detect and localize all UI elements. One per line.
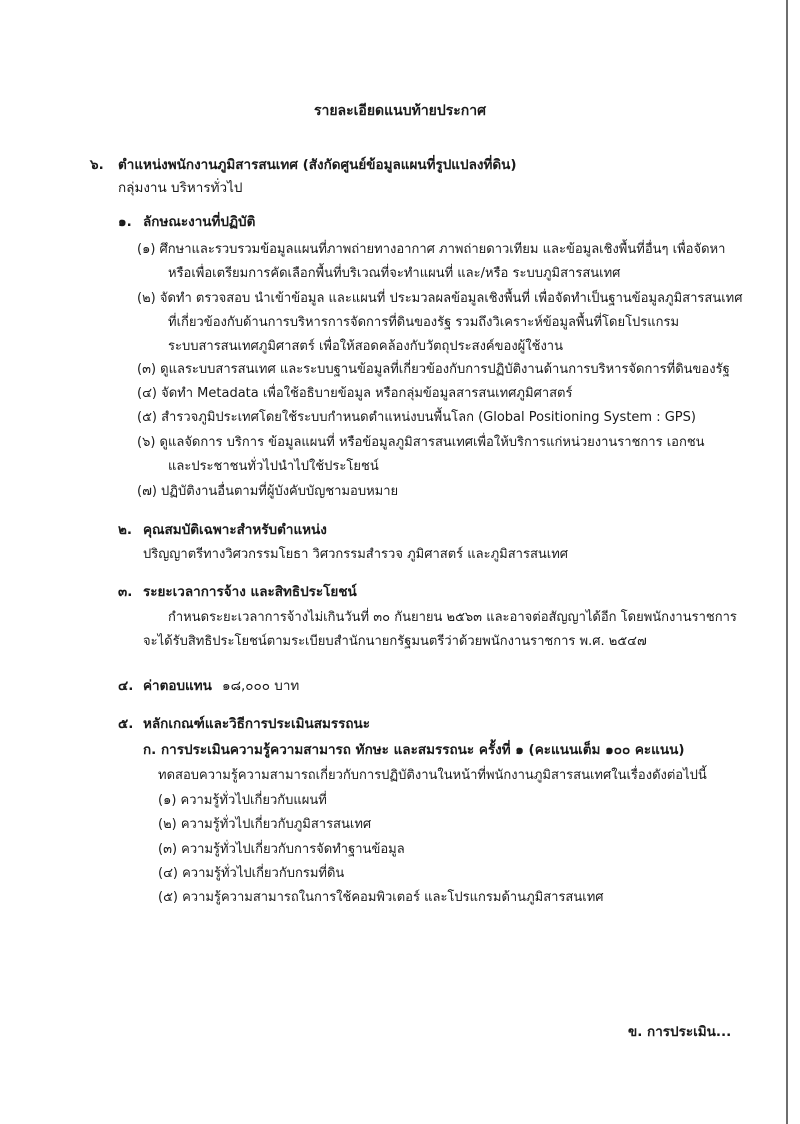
topic-1: (๑) ความรู้ทั่วไปเกี่ยวกับแผนที่	[158, 793, 327, 808]
section-1-number: ๑.	[118, 214, 132, 230]
duty-2-cont-2: ระบบสารสนเทศภูมิศาสตร์ เพื่อให้สอดคล้องกับวัตถุประสงค์ของผู้ใช้งาน	[168, 339, 563, 354]
duty-5: (๕) สำรวจภูมิประเทศโดยใช้ระบบกำหนดตำแหน่งบนพื้นโลก (Global Positioning System : GPS)	[137, 410, 696, 425]
duty-4: (๔) จัดทำ Metadata เพื่อใช้อธิบายข้อมูล หรือกลุ่มข้อมูลสารสนเทศภูมิศาสตร์	[137, 386, 573, 401]
section-4-heading: ค่าตอบแทน	[143, 678, 212, 694]
topic-2: (๒) ความรู้ทั่วไปเกี่ยวกับภูมิสารสนเทศ	[158, 817, 372, 832]
section-3-heading: ระยะเวลาการจ้าง และสิทธิประโยชน์	[143, 584, 357, 600]
duty-1: (๑) ศึกษาและรวบรวมข้อมูลแผนที่ภาพถ่ายทางอากาศ ภาพถ่ายดาวเทียม และข้อมูลเชิงพื้นที่อื่นๆ เพื่อจัดหา	[137, 242, 726, 257]
topic-5: (๕) ความรู้ความสามารถในการใช้คอมพิวเตอร์ และโปรแกรมด้านภูมิสารสนเทศ	[158, 890, 604, 905]
duty-2: (๒) จัดทำ ตรวจสอบ นำเข้าข้อมูล และแผนที่ ประมวลผลข้อมูลเชิงพื้นที่ เพื่อจัดทำเป็นฐานข้อมูลภูมิสารสนเทศ	[137, 291, 743, 306]
assessment-intro: ทดสอบความรู้ความสามารถเกี่ยวกับการปฏิบัติงานในหน้าที่พนักงานภูมิสารสนเทศในเรื่องดังต่อไปนี้	[158, 768, 707, 783]
duty-3: (๓) ดูแลระบบสารสนเทศ และระบบฐานข้อมูลที่เกี่ยวข้องกับการปฏิบัติงานด้านการบริหารจัดการที่ดินของรัฐ	[137, 362, 730, 377]
section-2-heading: คุณสมบัติเฉพาะสำหรับตำแหน่ง	[143, 522, 327, 538]
section-5-number: ๕.	[118, 716, 134, 732]
position-number: ๖.	[90, 157, 104, 173]
qualification: ปริญญาตรีทางวิศวกรรมโยธา วิศวกรรมสำรวจ ภูมิศาสตร์ และภูมิสารสนเทศ	[143, 547, 569, 562]
section-1-heading: ลักษณะงานที่ปฏิบัติ	[143, 214, 256, 230]
topic-3: (๓) ความรู้ทั่วไปเกี่ยวกับการจัดทำฐานข้อมูล	[158, 842, 405, 857]
position-name: ตำแหน่งพนักงานภูมิสารสนเทศ (สังกัดศูนย์ข้อมูลแผนที่รูปแปลงที่ดิน)	[118, 157, 517, 173]
continuation-note: ข. การประเมิน...	[628, 1024, 732, 1040]
salary-value: ๑๘,๐๐๐ บาท	[222, 678, 300, 694]
assessment-1-heading: ก. การประเมินความรู้ความสามารถ ทักษะ และสมรรถนะ ครั้งที่ ๑ (คะแนนเต็ม ๑๐๐ คะแนน)	[143, 742, 685, 758]
section-2-number: ๒.	[118, 522, 133, 538]
scan-edge	[786, 0, 788, 1124]
duty-7: (๗) ปฏิบัติงานอื่นตามที่ผู้บังคับบัญชามอบหมาย	[137, 484, 399, 499]
topic-4: (๔) ความรู้ทั่วไปเกี่ยวกับกรมที่ดิน	[158, 866, 345, 881]
section-3-number: ๓.	[118, 584, 133, 600]
section-4-number: ๔.	[118, 678, 134, 694]
work-group: กลุ่มงาน บริหารทั่วไป	[118, 180, 243, 196]
duty-6-cont: และประชาชนทั่วไปนำไปใช้ประโยชน์	[168, 459, 379, 474]
employment-term: กำหนดระยะเวลาการจ้างไม่เกินวันที่ ๓๐ กันยายน ๒๕๖๓ และอาจต่อสัญญาได้อีก โดยพนักงานราชการ	[168, 610, 737, 625]
duty-1-cont: หรือเพื่อเตรียมการคัดเลือกพื้นที่บริเวณที่จะทำแผนที่ และ/หรือ ระบบภูมิสารสนเทศ	[168, 266, 621, 281]
duty-6: (๖) ดูแลจัดการ บริการ ข้อมูลแผนที่ หรือข้อมูลภูมิสารสนเทศเพื่อให้บริการแก่หน่วยงานราชการ เอกชน	[137, 435, 705, 450]
employment-term-cont: จะได้รับสิทธิประโยชน์ตามระเบียบสำนักนายกรัฐมนตรีว่าด้วยพนักงานราชการ พ.ศ. ๒๕๔๗	[143, 634, 647, 649]
duty-2-cont: ที่เกี่ยวข้องกับด้านการบริหารการจัดการที่ดินของรัฐ รวมถึงวิเคราะห์ข้อมูลพื้นที่โดยโปรแกรม	[168, 315, 680, 330]
page-title: รายละเอียดแนบท้ายประกาศ	[313, 103, 487, 119]
section-5-heading: หลักเกณฑ์และวิธีการประเมินสมรรถนะ	[143, 716, 371, 732]
